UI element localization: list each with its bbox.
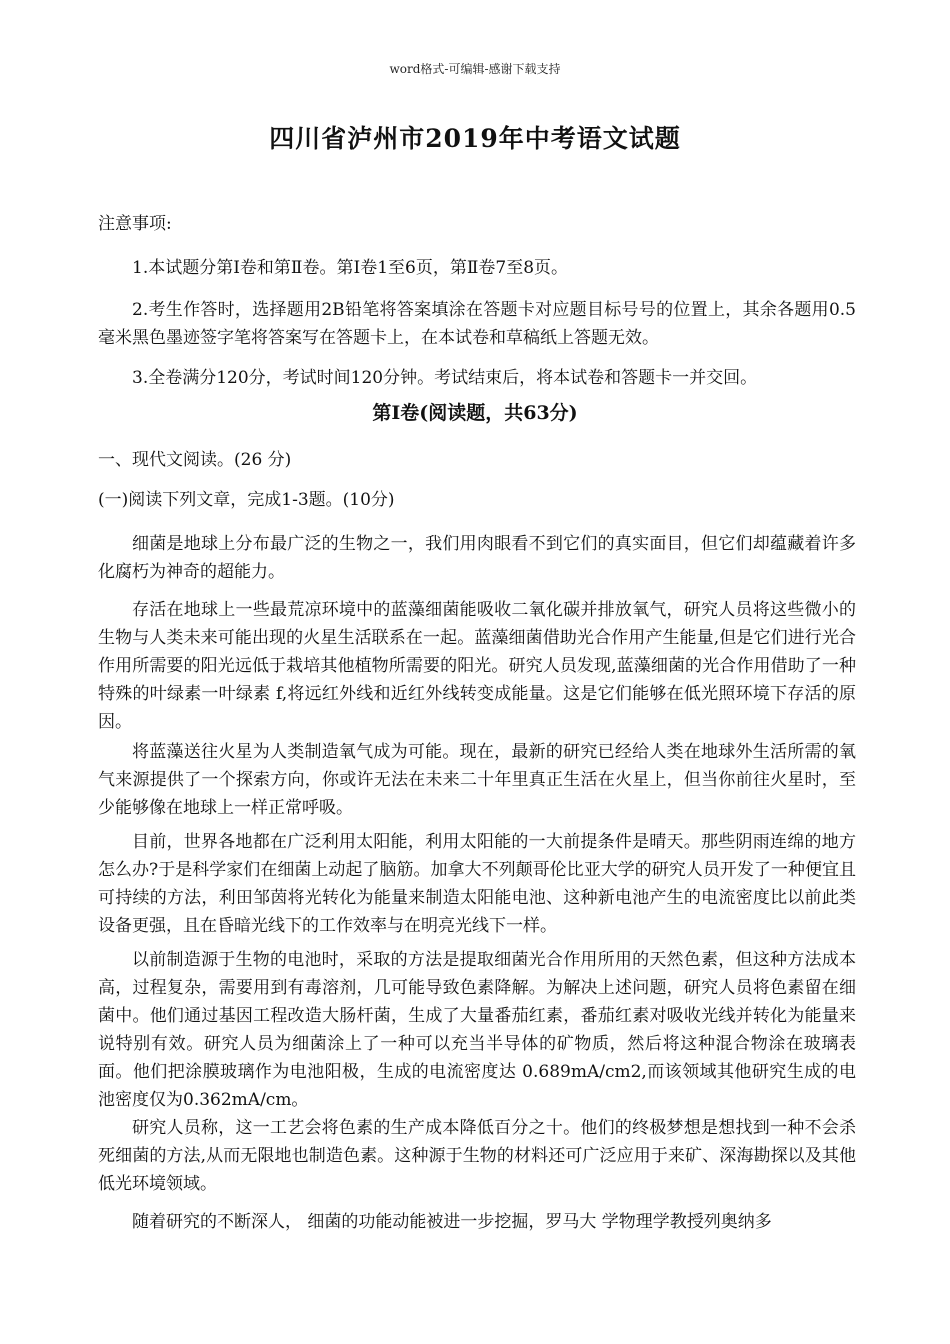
notice-item-2: 2.考生作答时，选择题用2B铅笔将答案填涂在答题卡对应题目标号号的位置上，其余各题用0.5毫米黑色墨迹签字笔将答案写在答题卡上，在本试卷和草稿纸上答题无效。 (98, 300, 856, 348)
article-paragraph: 以前制造源于生物的电池时，采取的方法是提取细菌光合作用所用的天然色素，但这种方法成本高，过程复杂，需要用到有毒溶剂，几可能导致色素降解。为解决上述问题，研究人员将色素留在细菌中。他们通过基因工程改造大肠杆菌，生成了大量番茄红素，番茄红素对吸收光线并转化为能量来说特别有效。研究人员为细菌涂上了一种可以充当半导体的矿物质，然后将这种混合物涂在玻璃表面。他们把涂膜玻璃作为电池阳极，生成的电流密度达 0.689mA/cm2,而该领域其他研究生成的电池密度仅为0.362mA/cm。 (98, 950, 856, 1110)
article-paragraph: 目前，世界各地都在广泛利用太阳能，利用太阳能的一大前提条件是晴天。那些阴雨连绵的地方怎么办?于是科学家们在细菌上动起了脑筋。加拿大不列颠哥伦比亚大学的研究人员开发了一种便宜且可持续的方法，利田邹茵将光转化为能量来制造太阳能电池、这种新电池产生的电流密度比以前此类设备更强，且在昏暗光线下的工作效率与在明亮光线下一样。 (98, 832, 856, 936)
notice-item-1: 1.本试题分第Ⅰ卷和第Ⅱ卷。第Ⅰ卷1至6页，第Ⅱ卷7至8页。 (132, 258, 569, 278)
article-paragraph: 随着研究的不断深人， 细菌的功能动能被进一步挖掘，罗马大 学物理学教授列奥纳多 (132, 1212, 772, 1232)
article-paragraph: 将蓝藻送往火星为人类制造氧气成为可能。现在，最新的研究已经给人类在地球外生活所需的氧气来源提供了一个探索方向，你或许无法在未来二十年里真正生活在火星上，但当你前往火星时，至少能够像在地球上一样正常呼吸。 (98, 742, 856, 818)
notice-heading: 注意事项: (98, 214, 172, 234)
part-heading: 一、现代文阅读。(26 分) (98, 450, 292, 470)
sub-heading: (一)阅读下列文章，完成1-3题。(10分) (98, 490, 395, 510)
article-paragraph: 存活在地球上一些最荒凉环境中的蓝藻细菌能吸收二氧化碳并排放氧气，研究人员将这些微小的生物与人类未来可能出现的火星生活联系在一起。蓝藻细菌借助光合作用产生能量,但是它们进行光合作用所需要的阳光远低于栽培其他植物所需要的阳光。研究人员发现,蓝藻细菌的光合作用借助了一种特殊的叶绿素一叶绿素 f,将远红外线和近红外线转变成能量。这是它们能够在低光照环境下存活的原因。 (98, 600, 856, 732)
page-title: 四川省泸州市2019年中考语文试题 (269, 124, 681, 153)
section-title: 第Ⅰ卷(阅读题，共63分) (372, 402, 578, 424)
header-note: word格式-可编辑-感谢下载支持 (389, 62, 561, 76)
notice-item-3: 3.全卷满分120分，考试时间120分钟。考试结束后，将本试卷和答题卡一并交回。 (132, 368, 758, 388)
article-paragraph: 研究人员称，这一工艺会将色素的生产成本降低百分之十。他们的终极梦想是想找到一种不会杀死细菌的方法,从而无限地也制造色素。这种源于生物的材料还可广泛应用于来矿、深海勘探以及其他低光环境领域。 (98, 1118, 856, 1194)
article-paragraph: 细菌是地球上分布最广泛的生物之一，我们用肉眼看不到它们的真实面目，但它们却蕴藏着许多化腐朽为神奇的超能力。 (98, 534, 856, 582)
